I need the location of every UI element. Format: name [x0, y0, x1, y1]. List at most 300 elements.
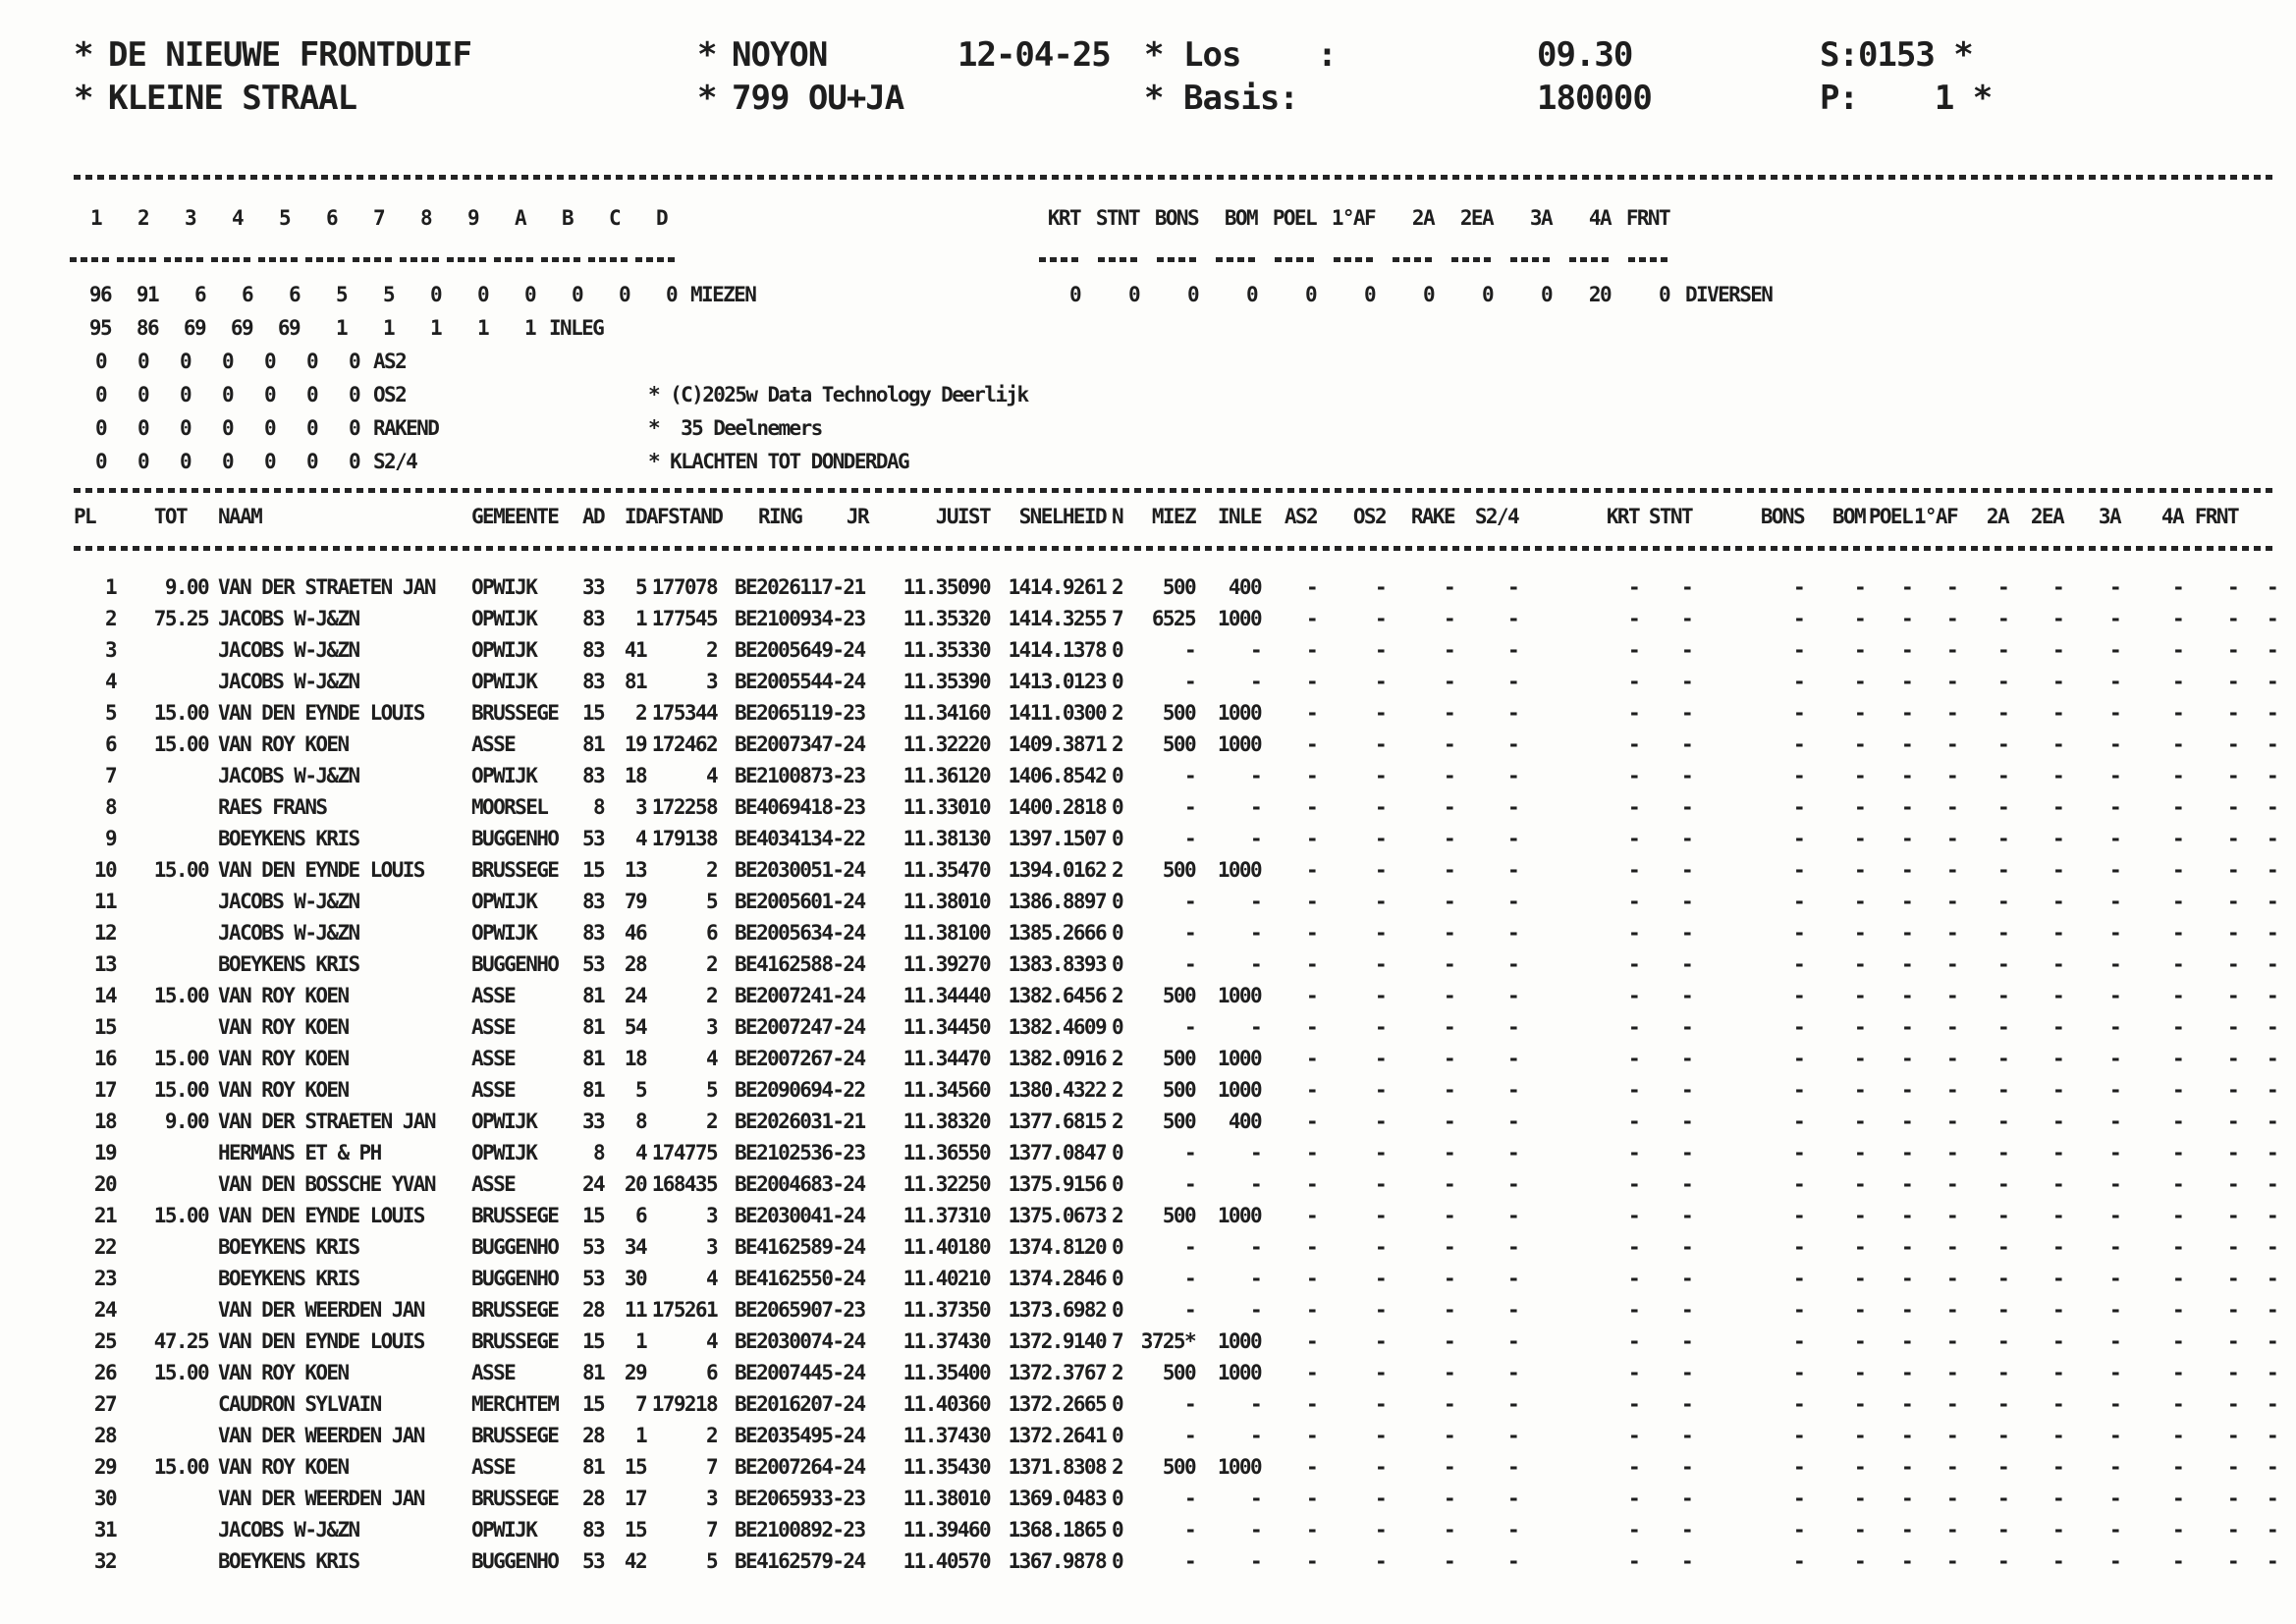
cell-dash: -	[1680, 732, 1692, 756]
cell-dash: -	[1305, 1078, 1317, 1102]
cell-dash: -	[1627, 1455, 1639, 1479]
cell-ring: BE4162589-24	[735, 1235, 865, 1259]
cell-juist: 11.32220	[902, 732, 990, 756]
cell-pl: 31	[93, 1518, 116, 1542]
cell-inle: 400	[1228, 575, 1261, 599]
cell-naam: VAN ROY KOEN	[218, 1015, 349, 1039]
cell-dash: -	[2226, 921, 2238, 945]
summary-value: 6	[193, 283, 205, 306]
cell-tot: 15.00	[153, 984, 208, 1007]
cell-ad: 28	[582, 1298, 605, 1322]
col-header-POEL: POEL	[1868, 505, 1912, 528]
cell-ring: BE2030051-24	[735, 858, 865, 882]
summary-value: 0	[429, 283, 441, 306]
summary-header-dashes	[0, 245, 2296, 278]
cell-dash: -	[1680, 575, 1692, 599]
cell-dash: -	[1305, 607, 1317, 630]
cell-dash: -	[1945, 1267, 1957, 1290]
cell-id: 11	[624, 1298, 646, 1322]
cell-dash: -	[2266, 1204, 2277, 1227]
cell-snelheid: 1372.3767	[1008, 1361, 1106, 1384]
cell-dash: -	[1996, 827, 2008, 850]
summary-value: 0	[305, 350, 317, 373]
cell-inle: -	[1249, 921, 1261, 945]
los-time: 09.30	[1537, 35, 1633, 75]
cell-dash: -	[1945, 1424, 1957, 1447]
cell-ad: 81	[582, 1455, 605, 1479]
cell-dash: -	[1996, 1298, 2008, 1322]
cell-miez: 500	[1162, 732, 1195, 756]
cell-dash: -	[2226, 1267, 2238, 1290]
cell-dash: -	[2051, 1549, 2063, 1573]
cell-dash: -	[1374, 670, 1386, 693]
cell-naam: BOEYKENS KRIS	[218, 1549, 359, 1573]
cell-dash: -	[1996, 1392, 2008, 1416]
cell-dash: -	[1627, 1172, 1639, 1196]
cell-dash: -	[1792, 1329, 1804, 1353]
col-header-ad: AD	[582, 505, 605, 528]
cell-ad: 53	[582, 827, 605, 850]
result-row	[74, 948, 2277, 980]
cell-ring: BE2090694-22	[735, 1078, 865, 1102]
cell-ad: 8	[592, 1141, 604, 1164]
cell-ring: BE2016207-24	[735, 1392, 865, 1416]
result-row	[74, 1263, 2277, 1294]
cell-gem: OPWIJK	[471, 1110, 537, 1133]
summary-value: 6	[241, 283, 252, 306]
cell-ad: 83	[582, 607, 605, 630]
cell-dash: -	[1680, 1015, 1692, 1039]
cell-pl: 2	[104, 607, 116, 630]
cell-dash: -	[1374, 1518, 1386, 1542]
cell-dash: -	[2266, 638, 2277, 662]
cell-ad: 81	[582, 984, 605, 1007]
col-header-jr-label: JR	[846, 505, 868, 528]
cell-inle: -	[1249, 1487, 1261, 1510]
cell-dash: -	[2226, 1424, 2238, 1447]
cell-gem: BUGGENHO	[471, 827, 559, 850]
cell-dash: -	[1853, 638, 1865, 662]
cell-juist: 11.38320	[902, 1110, 990, 1133]
cell-inle: 1000	[1217, 984, 1261, 1007]
cell-naam: CAUDRON SYLVAIN	[218, 1392, 381, 1416]
cell-naam: VAN ROY KOEN	[218, 984, 349, 1007]
basis-star: *	[1144, 79, 1164, 118]
summary-col-header: BOM	[1224, 206, 1257, 230]
cell-dash: -	[1305, 1549, 1317, 1573]
cell-miez: -	[1183, 1487, 1195, 1510]
cell-dash: -	[2051, 1172, 2063, 1196]
cell-ad: 83	[582, 921, 605, 945]
cell-dash: -	[1305, 984, 1317, 1007]
cell-dash: -	[2108, 1392, 2120, 1416]
cell-dash: -	[2266, 952, 2277, 976]
cell-afst: 179218	[651, 1392, 717, 1416]
cell-n: 2	[1111, 1204, 1122, 1227]
result-row	[74, 1231, 2277, 1263]
cell-dash: -	[1996, 1518, 2008, 1542]
cell-dash: -	[1853, 1172, 1865, 1196]
cell-ad: 53	[582, 1235, 605, 1259]
cell-dash: -	[1680, 795, 1692, 819]
cell-dash: -	[1374, 1361, 1386, 1384]
dashed-rule-under-header	[74, 546, 2277, 551]
cell-dash: -	[1374, 575, 1386, 599]
cell-juist: 11.39460	[902, 1518, 990, 1542]
summary-value: 95	[88, 316, 111, 340]
result-row	[74, 1043, 2277, 1074]
summary-col-header: 3A	[1529, 206, 1552, 230]
result-row	[74, 1357, 2277, 1388]
cell-id: 79	[624, 890, 646, 913]
race-name: NOYON	[732, 35, 828, 75]
summary-value: 0	[1540, 283, 1552, 306]
cell-dash: -	[1853, 984, 1865, 1007]
cell-dash: -	[2171, 1204, 2183, 1227]
cell-dash: -	[1853, 1235, 1865, 1259]
cell-dash: -	[1627, 1235, 1639, 1259]
summary-value: 1	[523, 316, 535, 340]
dash-segment	[252, 245, 300, 278]
col-header-BOM: BOM	[1831, 505, 1865, 528]
result-row	[74, 823, 2277, 854]
cell-dash: -	[1900, 1455, 1912, 1479]
cell-gem: OPWIJK	[471, 670, 537, 693]
summary-row	[0, 346, 2296, 378]
cell-naam: JACOBS W-J&ZN	[218, 670, 359, 693]
dash-segment	[1198, 245, 1257, 278]
col-header-id: ID	[624, 505, 646, 528]
cell-id: 41	[624, 638, 646, 662]
cell-snelheid: 1382.0916	[1008, 1047, 1106, 1070]
cell-inle: -	[1249, 1141, 1261, 1164]
cell-n: 2	[1111, 984, 1122, 1007]
cell-ring: BE2100934-23	[735, 607, 865, 630]
cell-tot	[116, 1420, 208, 1451]
cell-dash: -	[1996, 1015, 2008, 1039]
dash-segment-mark	[1216, 257, 1255, 262]
cell-dash: -	[1853, 1455, 1865, 1479]
cell-dash: -	[1792, 1235, 1804, 1259]
cell-miez: -	[1183, 1549, 1195, 1573]
cell-dash: -	[1853, 1015, 1865, 1039]
cell-gem: BRUSSEGE	[471, 1424, 559, 1447]
cell-ad: 33	[582, 575, 605, 599]
cell-dash: -	[1900, 764, 1912, 787]
dash-segment-mark	[635, 257, 675, 262]
cell-ring: BE2005634-24	[735, 921, 865, 945]
summary-value: 69	[277, 316, 300, 340]
cell-dash: -	[2226, 1329, 2238, 1353]
cell-tot: 9.00	[164, 575, 208, 599]
cell-snelheid: 1374.8120	[1008, 1235, 1106, 1259]
summary-col-header: 9	[466, 206, 478, 230]
cell-dash: -	[1996, 1424, 2008, 1447]
cell-dash: -	[2226, 1047, 2238, 1070]
cell-naam: BOEYKENS KRIS	[218, 952, 359, 976]
cell-dash: -	[1443, 1172, 1454, 1196]
cell-n: 7	[1111, 1329, 1122, 1353]
summary-value: 0	[1127, 283, 1139, 306]
cell-naam: JACOBS W-J&ZN	[218, 764, 359, 787]
cell-dash: -	[1853, 732, 1865, 756]
cell-dash: -	[2171, 1078, 2183, 1102]
cell-dash: -	[1680, 1110, 1692, 1133]
cell-dash: -	[1627, 1487, 1639, 1510]
cell-dash: -	[2051, 732, 2063, 756]
cell-dash: -	[2051, 1078, 2063, 1102]
cell-id: 20	[624, 1172, 646, 1196]
cell-dash: -	[1506, 1424, 1518, 1447]
cell-miez: 500	[1162, 858, 1195, 882]
cell-dash: -	[1680, 1078, 1692, 1102]
cell-dash: -	[1443, 890, 1454, 913]
cell-naam: VAN DER STRAETEN JAN	[218, 575, 435, 599]
cell-inle: -	[1249, 1267, 1261, 1290]
cell-naam: VAN DER WEERDEN JAN	[218, 1424, 424, 1447]
cell-dash: -	[1627, 858, 1639, 882]
dash-segment	[1257, 245, 1316, 278]
cell-dash: -	[2108, 1110, 2120, 1133]
cell-dash: -	[1945, 1518, 1957, 1542]
cell-dash: -	[1627, 984, 1639, 1007]
cell-dash: -	[1305, 1518, 1317, 1542]
basis-value: 180000	[1537, 79, 1652, 118]
cell-n: 2	[1111, 1078, 1122, 1102]
cell-dash: -	[1996, 1329, 2008, 1353]
result-row	[74, 791, 2277, 823]
cell-dash: -	[1443, 984, 1454, 1007]
club-star-2: *	[74, 79, 93, 118]
cell-dash: -	[2051, 1015, 2063, 1039]
page-number: P: 1 *	[1820, 79, 1993, 118]
cell-dash: -	[2051, 984, 2063, 1007]
cell-dash: -	[1900, 1298, 1912, 1322]
cell-id: 29	[624, 1361, 646, 1384]
cell-inle: -	[1249, 827, 1261, 850]
result-row	[74, 1106, 2277, 1137]
cell-dash: -	[1853, 1110, 1865, 1133]
summary-value: 0	[571, 283, 582, 306]
cell-juist: 11.37310	[902, 1204, 990, 1227]
cell-dash: -	[2171, 1267, 2183, 1290]
cell-dash: -	[1996, 984, 2008, 1007]
cell-dash: -	[2108, 607, 2120, 630]
summary-value: 0	[94, 416, 106, 440]
cell-dash: -	[1506, 1015, 1518, 1039]
cell-ring: BE2026117-21	[735, 575, 865, 599]
cell-juist: 11.40570	[902, 1549, 990, 1573]
cell-pl: 18	[93, 1110, 116, 1133]
cell-dash: -	[1792, 827, 1804, 850]
cell-naam: JACOBS W-J&ZN	[218, 638, 359, 662]
result-row	[74, 1514, 2277, 1545]
cell-ad: 15	[582, 701, 605, 725]
cell-dash: -	[2226, 1235, 2238, 1259]
cell-dash: -	[1945, 890, 1957, 913]
cell-tot	[116, 1514, 208, 1545]
cell-snelheid: 1372.2641	[1008, 1424, 1106, 1447]
race-date: 12-04-25	[957, 35, 1111, 75]
summary-value: 0	[348, 383, 359, 406]
dash-segment-mark	[1275, 257, 1314, 262]
cell-dash: -	[1680, 1047, 1692, 1070]
cell-dash: -	[1853, 607, 1865, 630]
cell-juist: 11.36120	[902, 764, 990, 787]
cell-naam: HERMANS ET & PH	[218, 1141, 381, 1164]
cell-dash: -	[1945, 1078, 1957, 1102]
cell-dash: -	[1900, 1267, 1912, 1290]
cell-dash: -	[1900, 1361, 1912, 1384]
cell-dash: -	[1506, 1267, 1518, 1290]
cell-dash: -	[2108, 890, 2120, 913]
cell-dash: -	[1945, 1455, 1957, 1479]
cell-dash: -	[1996, 732, 2008, 756]
summary-value: 0	[1186, 283, 1198, 306]
cell-dash: -	[1374, 764, 1386, 787]
dash-segment	[394, 245, 441, 278]
cell-dash: -	[2226, 1518, 2238, 1542]
cell-miez: -	[1183, 952, 1195, 976]
cell-dash: -	[1792, 1487, 1804, 1510]
cell-n: 0	[1111, 638, 1122, 662]
cell-dash: -	[1680, 952, 1692, 976]
cell-dash: -	[1506, 1361, 1518, 1384]
cell-dash: -	[1305, 921, 1317, 945]
cell-afst: 3	[705, 1235, 717, 1259]
cell-dash: -	[1900, 1078, 1912, 1102]
cell-dash: -	[1506, 890, 1518, 913]
summary-value: 0	[1658, 283, 1669, 306]
cell-dash: -	[2266, 1235, 2277, 1259]
cell-miez: -	[1183, 638, 1195, 662]
cell-dash: -	[1627, 827, 1639, 850]
col-header-snelheid: SNELHEID	[1018, 505, 1106, 528]
cell-dash: -	[1996, 1141, 2008, 1164]
cell-dash: -	[1853, 1549, 1865, 1573]
cell-dash: -	[1853, 701, 1865, 725]
cell-ring: BE4162550-24	[735, 1267, 865, 1290]
cell-dash: -	[1506, 732, 1518, 756]
cell-pl: 4	[104, 670, 116, 693]
cell-dash: -	[1627, 1015, 1639, 1039]
cell-ad: 81	[582, 1361, 605, 1384]
cell-dash: -	[2171, 890, 2183, 913]
cell-miez: 500	[1162, 1361, 1195, 1384]
cell-dash: -	[1443, 1549, 1454, 1573]
summary-value: 0	[348, 450, 359, 473]
cell-inle: -	[1249, 1549, 1261, 1573]
result-row	[74, 980, 2277, 1011]
dash-segment-mark	[494, 257, 533, 262]
cell-dash: -	[1900, 858, 1912, 882]
cell-id: 7	[634, 1392, 646, 1416]
cell-inle: 1000	[1217, 1329, 1261, 1353]
cell-pl: 15	[93, 1015, 116, 1039]
cell-juist: 11.38010	[902, 1487, 990, 1510]
cell-gem: OPWIJK	[471, 921, 537, 945]
dash-segment-mark	[258, 257, 298, 262]
cell-dash: -	[1305, 890, 1317, 913]
cell-inle: 1000	[1217, 1078, 1261, 1102]
cell-juist: 11.32250	[902, 1172, 990, 1196]
cell-dash: -	[2226, 1361, 2238, 1384]
cell-ring: BE2102536-23	[735, 1141, 865, 1164]
cell-dash: -	[1305, 1172, 1317, 1196]
dash-segment-mark	[70, 257, 109, 262]
cell-inle: 1000	[1217, 1047, 1261, 1070]
cell-afst: 7	[705, 1518, 717, 1542]
cell-dash: -	[2266, 732, 2277, 756]
dash-segment-mark	[353, 257, 392, 262]
cell-dash: -	[1945, 1298, 1957, 1322]
cell-dash: -	[1374, 1329, 1386, 1353]
cell-dash: -	[1945, 952, 1957, 976]
cell-dash: -	[1792, 1518, 1804, 1542]
cell-dash: -	[1305, 1204, 1317, 1227]
cell-dash: -	[2051, 1392, 2063, 1416]
cell-dash: -	[1680, 921, 1692, 945]
cell-dash: -	[1792, 732, 1804, 756]
cell-dash: -	[1443, 1110, 1454, 1133]
cell-dash: -	[2051, 1235, 2063, 1259]
cell-tot: 15.00	[153, 1455, 208, 1479]
cell-id: 13	[624, 858, 646, 882]
cell-dash: -	[2171, 732, 2183, 756]
cell-afst: 3	[705, 1015, 717, 1039]
dash-segment	[1434, 245, 1493, 278]
cell-dash: -	[1374, 1047, 1386, 1070]
cell-dash: -	[2171, 1329, 2183, 1353]
cell-afst: 7	[705, 1455, 717, 1479]
cell-snelheid: 1385.2666	[1008, 921, 1106, 945]
cell-ring: BE2026031-21	[735, 1110, 865, 1133]
cell-dash: -	[1853, 921, 1865, 945]
cell-pl: 26	[93, 1361, 116, 1384]
dash-segment-mark	[541, 257, 580, 262]
cell-dash: -	[1680, 1455, 1692, 1479]
col-header-BONS: BONS	[1760, 505, 1804, 528]
cell-id: 42	[624, 1549, 646, 1573]
cell-juist: 11.37430	[902, 1329, 990, 1353]
cell-juist: 11.34470	[902, 1047, 990, 1070]
cell-dash: -	[1374, 1235, 1386, 1259]
dash-segment	[629, 245, 677, 278]
cell-dash: -	[1680, 1329, 1692, 1353]
cell-dash: -	[2171, 1424, 2183, 1447]
cell-tot	[116, 1011, 208, 1043]
cell-dash: -	[1374, 1015, 1386, 1039]
cell-afst: 5	[705, 890, 717, 913]
cell-dash: -	[1627, 890, 1639, 913]
cell-dash: -	[2226, 858, 2238, 882]
cell-dash: -	[2226, 1015, 2238, 1039]
cell-gem: OPWIJK	[471, 607, 537, 630]
cell-gem: ASSE	[471, 1361, 516, 1384]
cell-dash: -	[2266, 764, 2277, 787]
cell-dash: -	[2171, 1235, 2183, 1259]
cell-dash: -	[2226, 1204, 2238, 1227]
cell-ad: 81	[582, 1047, 605, 1070]
cell-ad: 28	[582, 1424, 605, 1447]
cell-n: 0	[1111, 1518, 1122, 1542]
summary-value: 91	[136, 283, 158, 306]
cell-dash: -	[1945, 921, 1957, 945]
cell-juist: 11.34560	[902, 1078, 990, 1102]
cell-dash: -	[2108, 1424, 2120, 1447]
cell-dash: -	[1996, 1549, 2008, 1573]
cell-juist: 11.35470	[902, 858, 990, 882]
